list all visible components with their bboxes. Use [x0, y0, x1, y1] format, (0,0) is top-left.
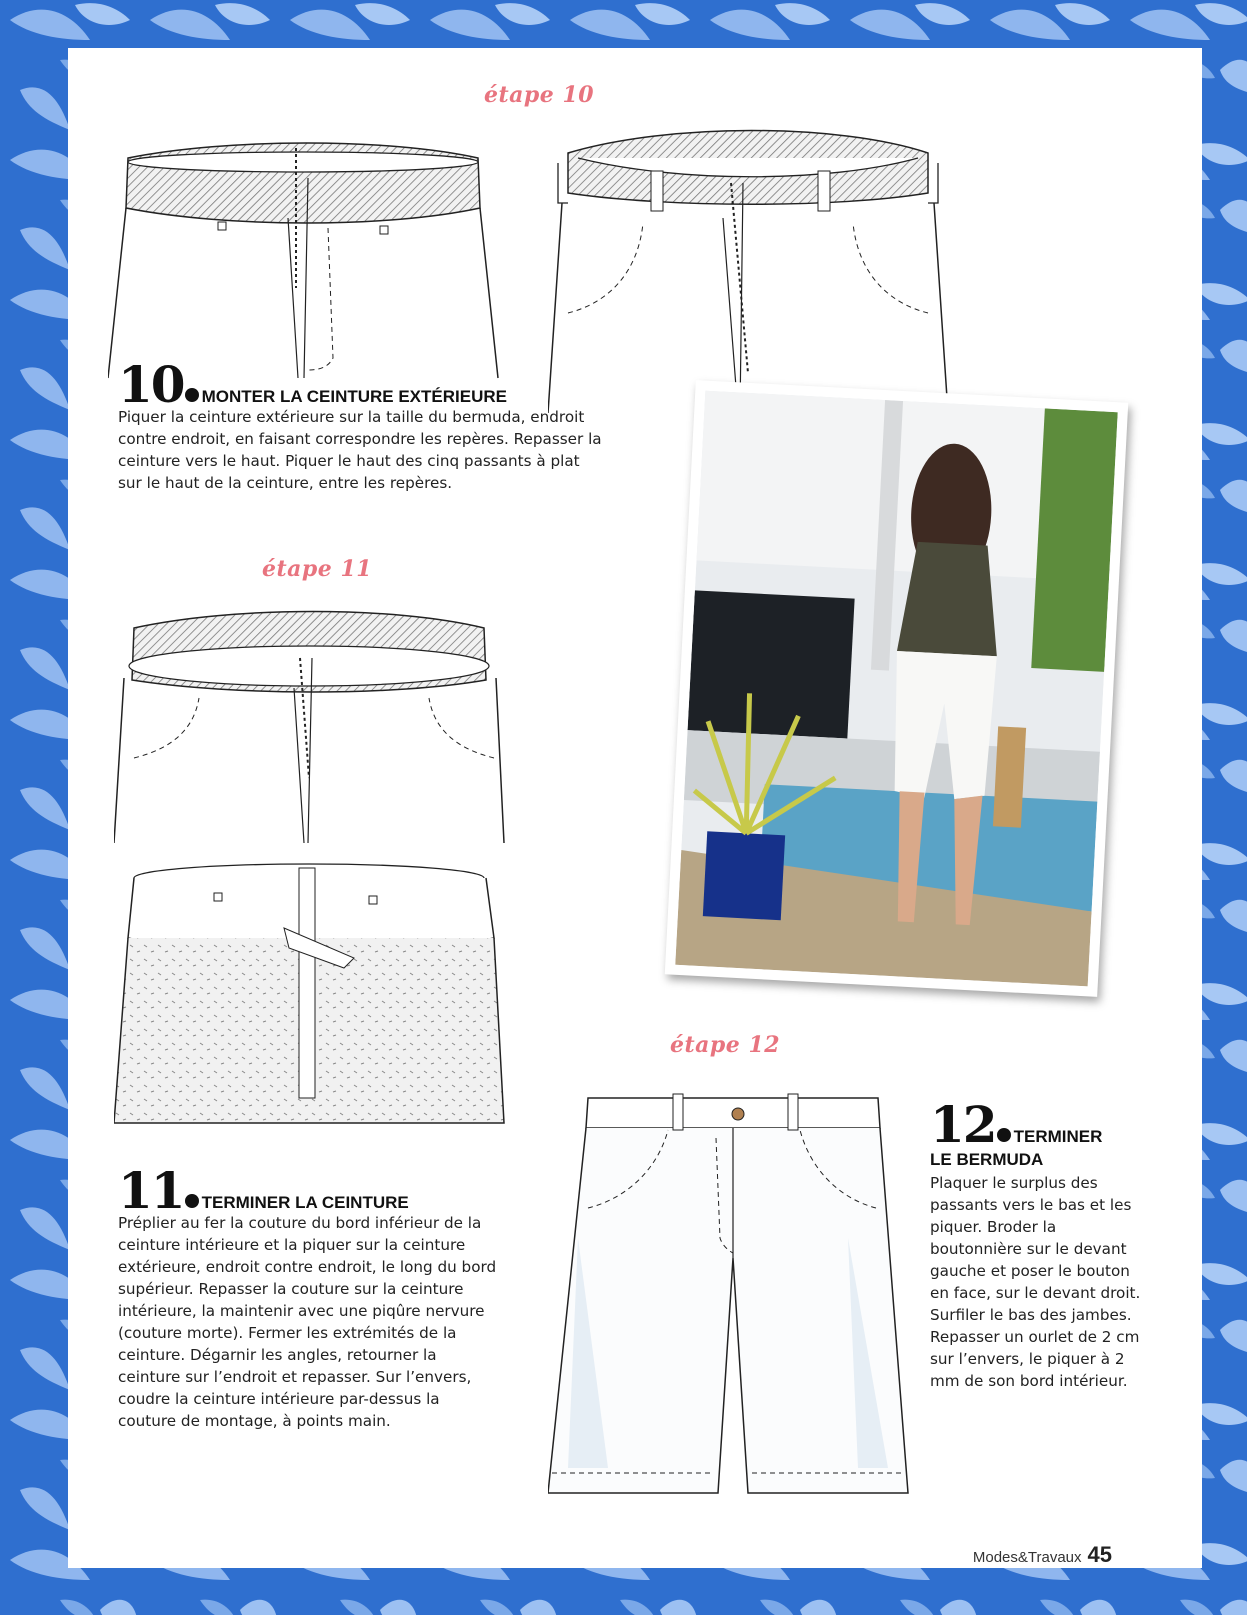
etape-10-heading: étape 10 — [484, 82, 595, 108]
etape-11-drawing-bottom — [114, 858, 514, 1128]
step-12-title — [930, 1095, 1103, 1170]
step-10-text: Piquer la ceinture extérieure sur la taille du bermuda, endroit contre endroit, en faisant correspondre les repères. Repasser la ceinture vers le haut. Piquer le haut des cinq passants à plat sur le haut de la ceinture, entre les repères. — [118, 408, 602, 492]
step-11-label: TERMINER LA CEINTURE — [201, 1193, 409, 1212]
step-11-dot — [185, 1194, 199, 1208]
step-12-dot — [997, 1128, 1011, 1142]
etape-10-drawing-right — [548, 123, 948, 423]
magazine-name: Modes&Travaux — [972, 1549, 1082, 1566]
step-11-title — [118, 1161, 409, 1220]
step-11-text: Préplier au fer la couture du bord inférieur de la ceinture intérieure et la piquer sur la ceinture extérieure, endroit contre endroit, le long du bord supérieur. Repasser la couture sur la ceinture intérieure, la maintenir avec une piqûre nervure (couture morte). Fermer les extrémités de la ceinture. Dégarnir les angles, retourner la ceinture sur l’endroit et repasser. Sur l’envers, coudre la ceinture intérieure par-dessus la couture de montage, à points main. — [118, 1214, 497, 1430]
step-10-label: MONTER LA CEINTURE EXTÉRIEURE — [201, 387, 507, 406]
magazine-page — [68, 48, 1202, 1568]
photo-frame — [665, 380, 1129, 997]
step-12-number: 12 — [930, 1095, 996, 1154]
step-12-label-2: LE BERMUDA — [930, 1150, 1044, 1169]
photo-woman-bermuda — [675, 391, 1118, 987]
step-12-label-1: TERMINER — [1013, 1127, 1103, 1146]
etape-12-drawing — [548, 1088, 918, 1508]
etape-11-heading: étape 11 — [262, 556, 373, 582]
step-12-text: Plaquer le surplus des passants vers le bas et les piquer. Broder la boutonnière sur le devant gauche et poser le bouton en face, sur le devant droit. Surfiler le bas des jambes. Repasser un ourlet de 2 cm sur l’envers, le piquer à 2 mm de son bord intérieur. — [930, 1174, 1141, 1390]
etape-11-drawing-top — [114, 608, 514, 848]
etape-12-heading: étape 12 — [670, 1032, 781, 1058]
step-10-dot — [185, 388, 199, 402]
page-footer — [973, 1542, 1112, 1568]
step-10-title — [118, 355, 507, 414]
page-number: 45 — [1087, 1542, 1112, 1567]
step-11-number: 11 — [118, 1161, 184, 1220]
step-10-number: 10 — [118, 355, 184, 414]
